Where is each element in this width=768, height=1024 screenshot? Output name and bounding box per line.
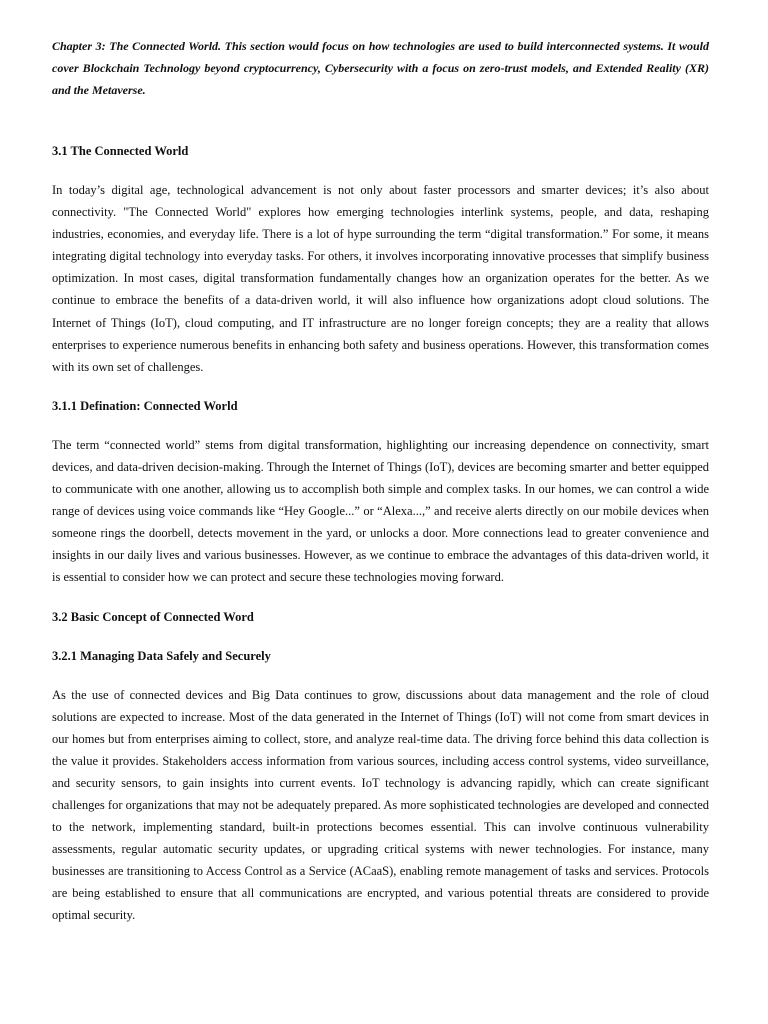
section-heading-3-1-1: 3.1.1 Defination: Connected World: [52, 398, 238, 413]
section-body-3-1: In today’s digital age, technological advancement is not only about faster processors and smarter devices; it’s also about connectivity. "The Connected World" explores how emerging technologies interlink systems, people, and data, reshaping industries, economies, and everyday life. There is a lot of hype surrounding the term “digital transformation.” For some, it means integrating digital technology into everyday tasks. For others, it involves incorporating innovative processes that simplify business optimization. In most cases, digital transformation fundamentally changes how an organization operates for the better. As we continue to embrace the benefits of a data-driven world, it will also influence how organizations adopt cloud solutions. The Internet of Things (IoT), cloud computing, and IT infrastructure are no longer foreign concepts; they are a reality that allows enterprises to experience numerous benefits in enhancing both safety and business operations. However, this transformation comes with its own set of challenges.: [52, 183, 709, 374]
section-heading-3-2-1: 3.2.1 Managing Data Safely and Securely: [52, 648, 271, 663]
chapter-intro: Chapter 3: The Connected World. This section would focus on how technologies are used to build interconnected systems. It would cover Blockchain Technology beyond cryptocurrency, Cybersecurity with a focus on zero-trust models, and Extended Reality (XR) and the Metaverse.: [52, 39, 709, 97]
section-heading-3-1: 3.1 The Connected World: [52, 144, 189, 158]
section-heading-3-2: 3.2 Basic Concept of Connected Word: [52, 609, 254, 624]
document-page: [52, 35, 709, 927]
section-body-3-1-1: The term “connected world” stems from digital transformation, highlighting our increasing dependence on connectivity, smart devices, and data-driven decision-making. Through the Internet of Things (IoT), devices are becoming smarter and better equipped to communicate with one another, allowing us to accomplish both simple and complex tasks. In our homes, we can control a wide range of devices using voice commands like “Hey Google...” or “Alexa...,” and receive alerts directly on our mobile devices when someone rings the doorbell, detects movement in the yard, or unlocks a door. More connections lead to greater convenience and insights in our daily lives and various businesses. However, as we continue to embrace the advantages of this data-driven world, it is essential to consider how we can protect and secure these technologies moving forward.: [52, 437, 709, 585]
section-body-3-2-1: As the use of connected devices and Big Data continues to grow, discussions about data management and the role of cloud solutions are expected to increase. Most of the data generated in the Internet of Things (IoT) will not come from smart devices in our homes but from enterprises aiming to collect, store, and analyze real-time data. The driving force behind this data collection is the value it provides. Stakeholders access information from various sources, including access control systems, video surveillance, and security sensors, to gain insights into current events. IoT technology is advancing rapidly, which can create significant challenges for organizations that may not be adequately prepared. As more sophisticated technologies are developed and connected to the network, implementing standard, built-in protections becomes essential. This can involve continuous vulnerability assessments, regular automatic security updates, or upgrading critical systems with newer technologies. For instance, many businesses are transitioning to Access Control as a Service (ACaaS), enabling remote management of tasks and services. Protocols are being established to ensure that all communications are encrypted, and various potential threats are considered to provide optimal security.: [52, 687, 709, 923]
